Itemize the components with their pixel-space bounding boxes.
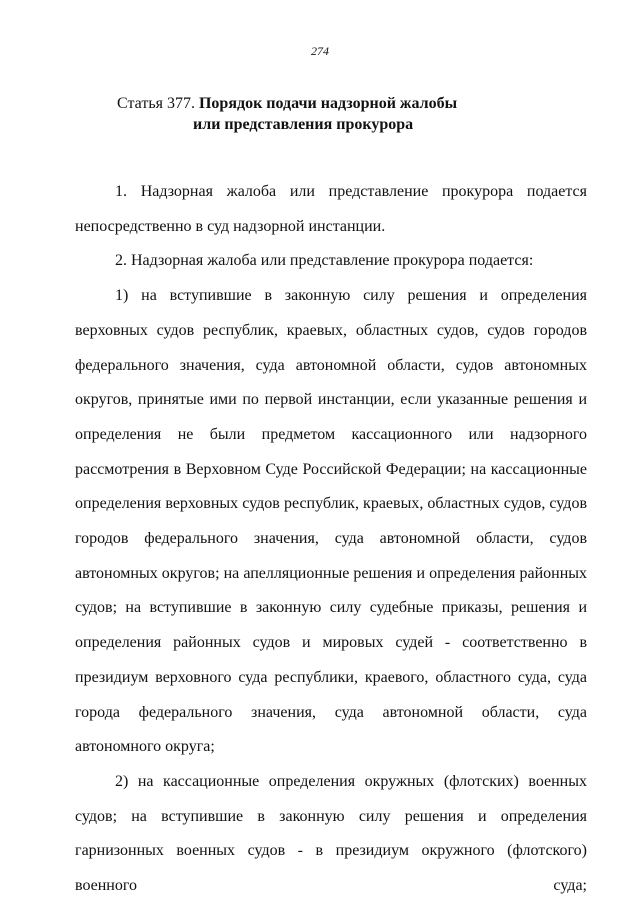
article-title-line-2: или представления прокурора	[193, 116, 414, 133]
paragraph-4: 2) на кассационные определения окружных (флотских) военных судов; на вступившие в законную силу решения и определения гарнизонных военных судов - в президиум окружного (флотского) военного суда;	[75, 772, 587, 895]
page-number: 274	[311, 44, 329, 58]
article-number: Статья 377.	[117, 95, 195, 112]
paragraph-1: 1. Надзорная жалоба или представление прокурора подается непосредственно в суд надзорной инстанции.	[75, 183, 587, 235]
article-body	[75, 175, 587, 904]
paragraph-3: 1) на вступившие в законную силу решения и определения верховных судов республик, краевых, областных судов, судов городов федерального значения, суда автономной области, судов автономных округов, принятые ими по первой инстанции, если указанные решения и определения не были предметом кассационного или надзорного рассмотрения в Верховном Суде Российской Федерации; на кассационные определения верховных судов республик, краевых, областных судов, судов городов федерального значения, суда автономной области, судов автономных округов; на апелляционные решения и определения районных судов; на вступившие в законную силу судебные приказы, решения и определения районных судов и мировых судей - соответственно в президиум верховного суда республики, краевого, областного суда, суда города федерального значения, суда автономной области, суда автономного округа;	[75, 287, 587, 756]
article-heading	[117, 93, 537, 135]
paragraph-2: 2. Надзорная жалоба или представление прокурора подается:	[115, 252, 534, 270]
article-title-line-1: Порядок подачи надзорной жалобы	[198, 95, 458, 112]
